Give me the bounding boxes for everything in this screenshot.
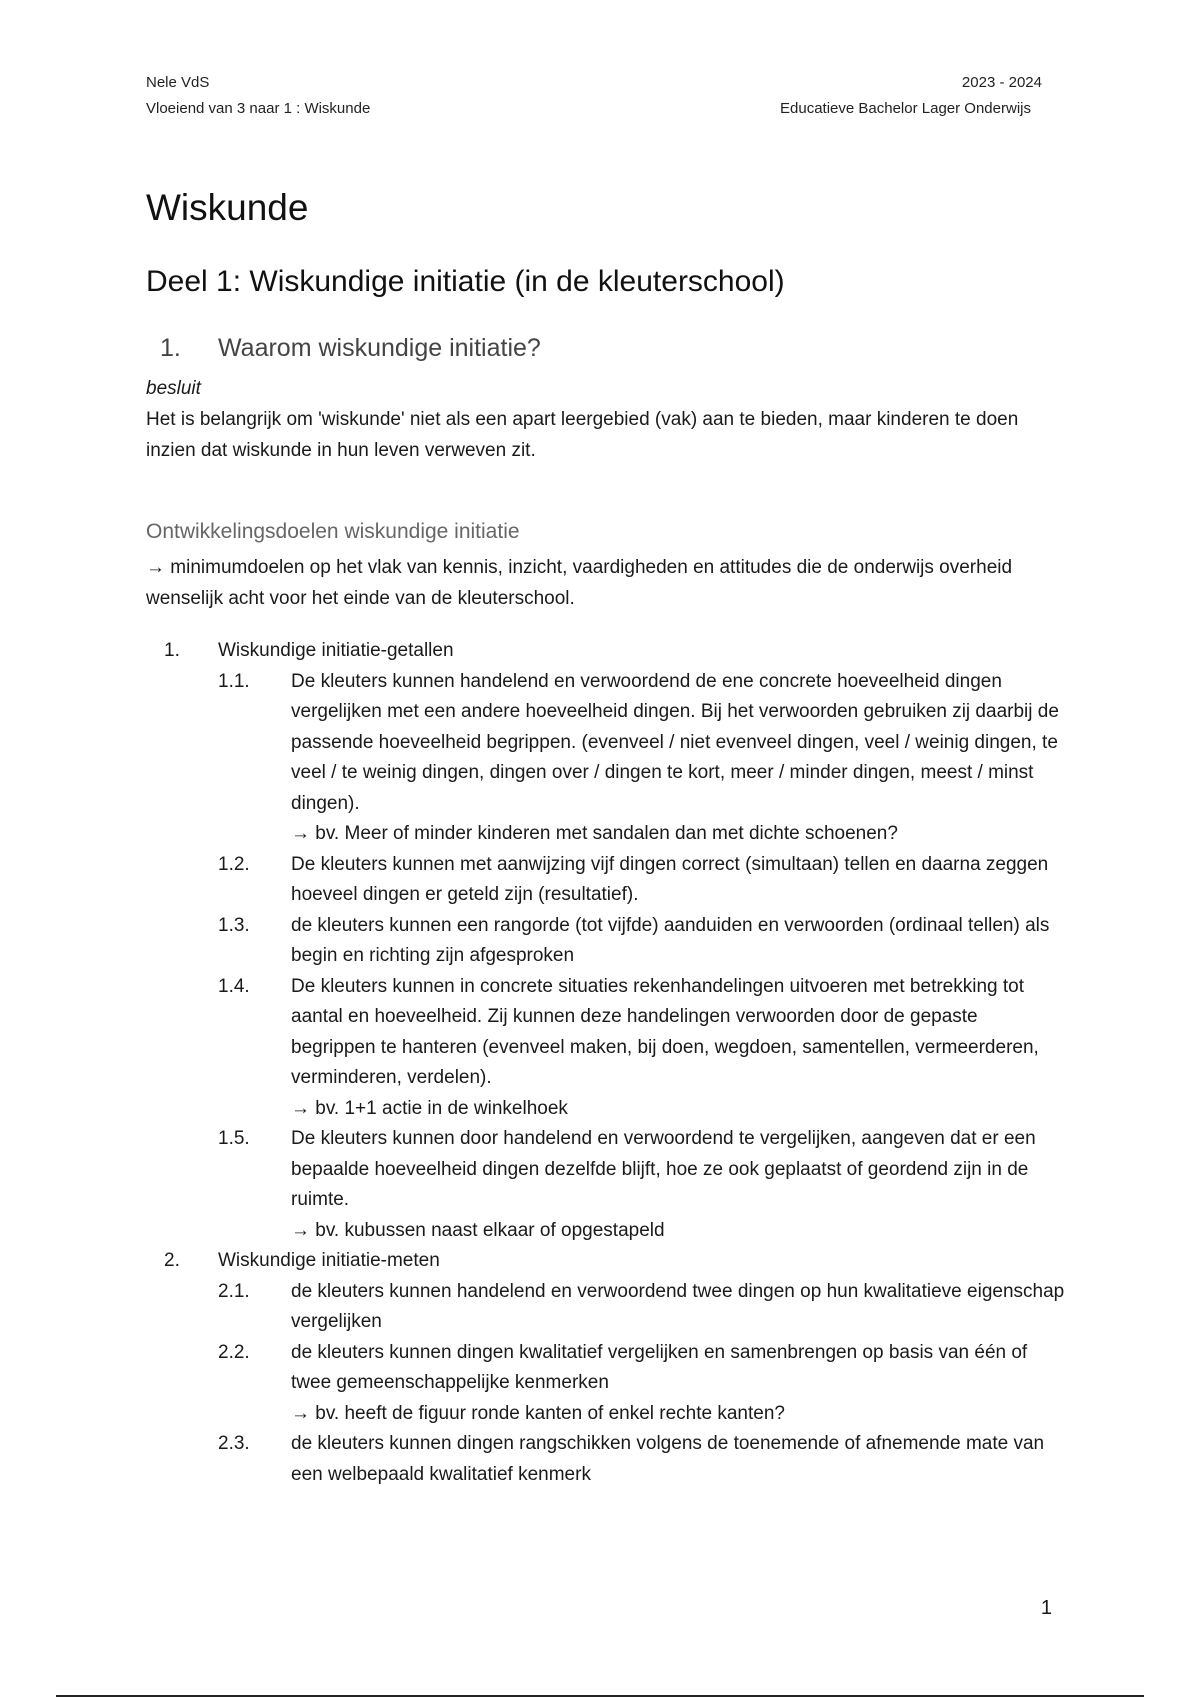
sub-item xyxy=(146,911,1066,972)
sub-item xyxy=(146,850,1066,911)
sub-item-number: 1.3. xyxy=(218,914,250,936)
part-title: Deel 1: Wiskundige initiatie (in de kleuterschool) xyxy=(146,265,785,298)
sub-item-text: de kleuters kunnen dingen rangschikken volgens de toenemende of afnemende mate van een welbepaald kwalitatief kenmerk xyxy=(291,1433,1045,1485)
header-right xyxy=(780,70,1042,122)
sub-item xyxy=(146,1124,1066,1246)
sub-item-example: → bv. Meer of minder kinderen met sandalen dan met dichte schoenen? xyxy=(291,823,898,844)
goals-list xyxy=(146,636,1066,1490)
sub-item-number: 2.3. xyxy=(218,1433,250,1454)
goals-heading: Ontwikkelingsdoelen wiskundige initiatie xyxy=(146,520,520,543)
header-program: Educatieve Bachelor Lager Onderwijs xyxy=(780,100,1031,117)
list-item xyxy=(146,636,1066,667)
section-heading: 1. Waarom wiskundige initiatie? xyxy=(146,330,1066,366)
sub-item-number: 1.2. xyxy=(218,853,250,875)
list-item-number: 2. xyxy=(164,1250,180,1271)
sub-item-number: 1.1. xyxy=(218,670,250,692)
sub-item xyxy=(146,1429,1066,1490)
sub-item-text: De kleuters kunnen handelend en verwoordend de ene concrete hoeveelheid dingen vergelijken met een andere hoeveelheid dingen. Bij het verwoorden gebruiken zij daarbij de passende hoeveelheid begrippen. (evenveel / niet evenveel dingen, veel / weinig dingen, te veel / te weinig dingen, dingen over / dingen te kort, meer / minder dingen, meest / minst dingen). xyxy=(291,670,1059,814)
sub-item-example: → bv. kubussen naast elkaar of opgestapeld xyxy=(291,1219,665,1241)
sub-item-example: → bv. heeft de figuur ronde kanten of enkel rechte kanten? xyxy=(291,1402,785,1424)
sub-item-text: De kleuters kunnen door handelend en verwoordend te vergelijken, aangeven dat er een bepaalde hoeveelheid dingen dezelfde blijft, hoe ze ook geplaatst of geordend zijn in de ruimte. xyxy=(291,1128,1036,1210)
page-title: Wiskunde xyxy=(146,187,309,228)
sub-item xyxy=(146,667,1066,850)
besluit-label: besluit xyxy=(146,378,201,399)
list-item xyxy=(146,1246,1066,1277)
page-number: 1 xyxy=(1040,1597,1052,1619)
sub-item-text: de kleuters kunnen handelend en verwoordend twee dingen op hun kwalitatieve eigenschap vergelijken xyxy=(291,1280,1065,1332)
section-title: Waarom wiskundige initiatie? xyxy=(218,334,541,362)
sub-item-number: 2.1. xyxy=(218,1280,250,1302)
list-item-number: 1. xyxy=(164,640,180,661)
sub-item-example: → bv. 1+1 actie in de winkelhoek xyxy=(291,1097,568,1119)
sub-item-text: De kleuters kunnen met aanwijzing vijf dingen correct (simultaan) tellen en daarna zeggen hoeveel dingen er geteld zijn (resultatief). xyxy=(291,853,1049,905)
list-item-label: Wiskundige initiatie-getallen xyxy=(218,640,454,661)
goals-intro: → minimumdoelen op het vlak van kennis, inzicht, vaardigheden en attitudes die de onderwijs overheid wenselijk acht voor het einde van de kleuterschool. xyxy=(146,557,1013,609)
sub-item-text: de kleuters kunnen dingen kwalitatief vergelijken en samenbrengen op basis van één of twee gemeenschappelijke kenmerken xyxy=(291,1341,1028,1393)
sub-item-number: 1.4. xyxy=(218,975,250,997)
list-item-label: Wiskundige initiatie-meten xyxy=(218,1250,440,1271)
sub-item xyxy=(146,972,1066,1125)
header-year: 2023 - 2024 xyxy=(961,74,1042,91)
sub-item-number: 2.2. xyxy=(218,1341,250,1363)
header-left xyxy=(146,70,370,122)
sub-item-text: de kleuters kunnen een rangorde (tot vijfde) aanduiden en verwoorden (ordinaal tellen) als begin en richting zijn afgesproken xyxy=(291,914,1050,966)
sub-item xyxy=(146,1338,1066,1430)
sub-item-text: De kleuters kunnen in concrete situaties rekenhandelingen uitvoeren met betrekking tot aantal en hoeveelheid. Zij kunnen deze handelingen verwoorden door de gepaste begrippen te hanteren (evenveel maken, bij doen, wegdoen, samentellen, vermeerderen, verminderen, verdelen). xyxy=(291,975,1039,1088)
sub-item-number: 1.5. xyxy=(218,1128,250,1149)
header-author: Nele VdS xyxy=(146,74,210,91)
besluit-text: Het is belangrijk om 'wiskunde' niet als een apart leergebied (vak) aan te bieden, maar kinderen te doen inzien dat wiskunde in hun leven verweven zit. xyxy=(146,409,1019,461)
sub-item xyxy=(146,1277,1066,1338)
header-course: Vloeiend van 3 naar 1 : Wiskunde xyxy=(146,100,371,117)
bottom-divider xyxy=(56,1695,1144,1697)
document-content xyxy=(146,180,1066,1490)
